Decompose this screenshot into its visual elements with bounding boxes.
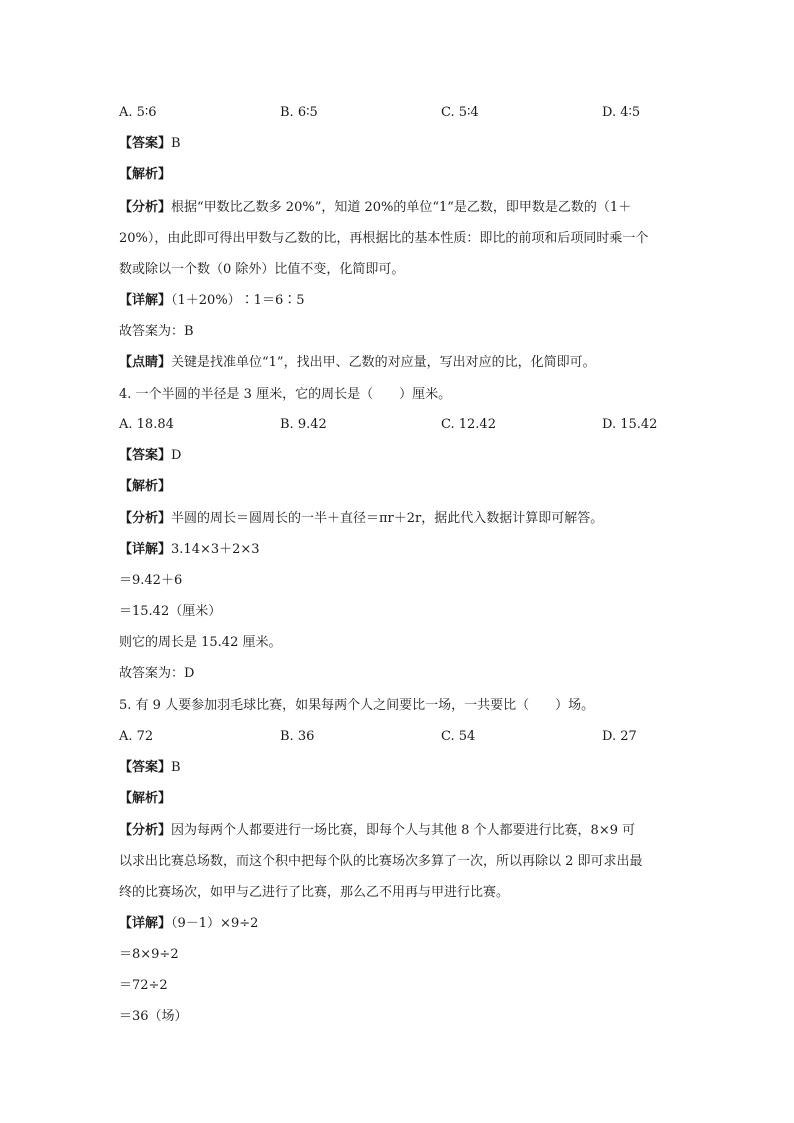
xiangjie-tag: 【详解】 xyxy=(119,916,172,931)
dianjing-tag: 【点睛】 xyxy=(119,355,172,370)
xiangjie-text: （9－1）×9÷2 xyxy=(171,916,259,931)
q3-option-d: D. 4∶5 xyxy=(602,105,641,120)
q4-option-b: B. 9.42 xyxy=(280,417,327,432)
xiangjie-text: （1＋20%）∶1＝6∶5 xyxy=(171,293,305,308)
q5-option-b: B. 36 xyxy=(280,729,315,744)
q4-conclusion: 故答案为：D xyxy=(119,666,195,681)
q3-option-a: A. 5∶6 xyxy=(119,105,157,120)
q5-xiangjie-line-3: ＝72÷2 xyxy=(119,978,168,993)
q4-question: 4. 一个半圆的半径是 3 厘米，它的周长是（ ）厘米。 xyxy=(119,387,452,402)
q5-fenxi-line-3: 终的比赛场次，如甲与乙进行了比赛，那么乙不用再与甲进行比赛。 xyxy=(119,885,510,900)
answer-tag: 【答案】 xyxy=(119,136,172,151)
q4-option-d: D. 15.42 xyxy=(602,417,658,432)
q4-option-c: C. 12.42 xyxy=(441,417,496,432)
q3-answer xyxy=(119,136,679,152)
answer-tag: 【答案】 xyxy=(119,760,172,775)
q3-xiangjie xyxy=(119,293,679,309)
q3-option-c: C. 5∶4 xyxy=(441,105,479,120)
q4-fenxi xyxy=(119,511,679,527)
q5-option-d: D. 27 xyxy=(602,729,637,744)
q3-conclusion: 故答案为：B xyxy=(119,324,194,339)
q5-xiangjie-line-2: ＝8×9÷2 xyxy=(119,947,179,962)
fenxi-text: 因为每两个人都要进行一场比赛，即每个人与其他 8 个人都要进行比赛，8×9 可 xyxy=(171,823,636,838)
q3-fenxi-line-2: 20%），由此即可得出甲数与乙数的比，再根据比的基本性质：即比的前项和后项同时乘一个 xyxy=(119,231,649,246)
answer-tag: 【答案】 xyxy=(119,448,172,463)
answer-value: B xyxy=(171,136,181,151)
q5-fenxi-line-2: 以求出比赛总场数，而这个积中把每个队的比赛场次多算了一次，所以再除以 2 即可求出最 xyxy=(119,854,643,869)
q3-analysis-heading: 【解析】 xyxy=(119,167,172,182)
q5-xiangjie-line-1 xyxy=(119,916,679,932)
answer-value: B xyxy=(171,760,181,775)
fenxi-text: 根据“甲数比乙数多 20%”，知道 20%的单位“1”是乙数，即甲数是乙数的（1＋ xyxy=(171,200,632,215)
q4-result: 则它的周长是 15.42 厘米。 xyxy=(119,635,282,650)
q4-xiangjie-line-2: ＝9.42＋6 xyxy=(119,573,183,588)
q5-xiangjie-line-4: ＝36（场） xyxy=(119,1009,188,1024)
q5-analysis-heading: 【解析】 xyxy=(119,791,172,806)
fenxi-tag: 【分析】 xyxy=(119,823,172,838)
answer-value: D xyxy=(171,448,182,463)
q5-question: 5. 有 9 人要参加羽毛球比赛，如果每两个人之间要比一场，一共要比（ ）场。 xyxy=(119,698,595,713)
xiangjie-text: 3.14×3＋2×3 xyxy=(171,542,260,557)
q3-fenxi-line-3: 数或除以一个数（0 除外）比值不变，化简即可。 xyxy=(119,262,405,277)
q5-option-c: C. 54 xyxy=(441,729,476,744)
fenxi-tag: 【分析】 xyxy=(119,200,172,215)
dianjing-text: 关键是找准单位“1”，找出甲、乙数的对应量，写出对应的比，化简即可。 xyxy=(171,355,596,370)
q3-fenxi-line-1 xyxy=(119,200,679,216)
q3-dianjing xyxy=(119,355,679,371)
q4-xiangjie-line-1 xyxy=(119,542,679,558)
q4-xiangjie-line-3: ＝15.42（厘米） xyxy=(119,604,222,619)
q4-answer xyxy=(119,448,679,464)
q4-analysis-heading: 【解析】 xyxy=(119,479,172,494)
q3-option-b: B. 6∶5 xyxy=(280,105,318,120)
fenxi-text: 半圆的周长＝圆周长的一半＋直径＝πr＋2r，据此代入数据计算即可解答。 xyxy=(171,511,604,526)
q5-answer xyxy=(119,760,679,776)
fenxi-tag: 【分析】 xyxy=(119,511,172,526)
q5-fenxi-line-1 xyxy=(119,823,679,839)
q5-option-a: A. 72 xyxy=(119,729,154,744)
q4-option-a: A. 18.84 xyxy=(119,417,174,432)
xiangjie-tag: 【详解】 xyxy=(119,293,172,308)
xiangjie-tag: 【详解】 xyxy=(119,542,172,557)
